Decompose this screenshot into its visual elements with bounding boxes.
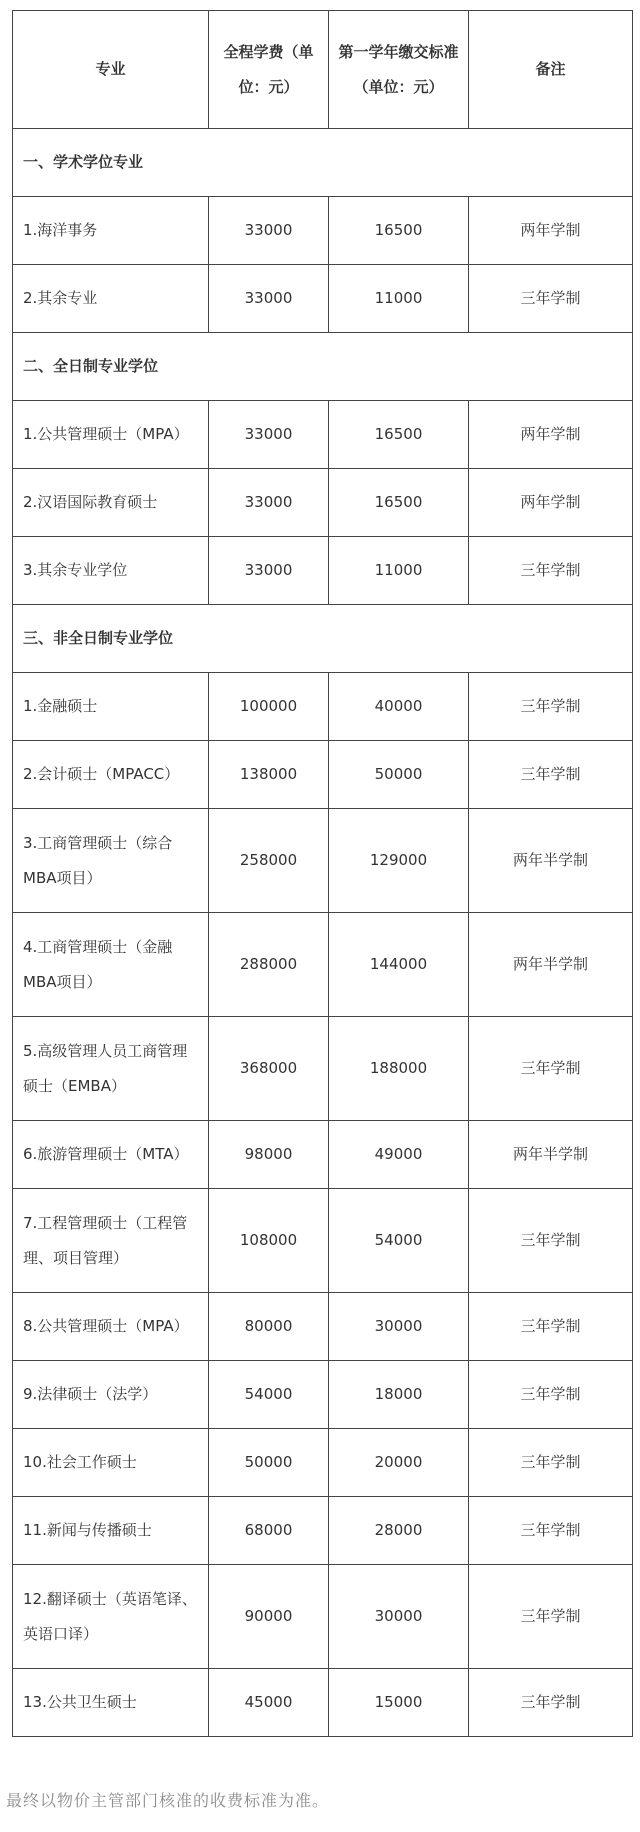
- note: 三年学制: [469, 1361, 633, 1429]
- note: 三年学制: [469, 1669, 633, 1737]
- first-year-fee: 188000: [329, 1017, 469, 1121]
- first-year-fee: 16500: [329, 401, 469, 469]
- total-fee: 33000: [209, 469, 329, 537]
- major-name: 9.法律硕士（法学）: [13, 1361, 209, 1429]
- major-name: 7.工程管理硕士（工程管理、项目管理）: [13, 1189, 209, 1293]
- total-fee: 33000: [209, 537, 329, 605]
- first-year-fee: 30000: [329, 1293, 469, 1361]
- section-row: [13, 605, 633, 673]
- total-fee: 33000: [209, 401, 329, 469]
- first-year-fee: 144000: [329, 913, 469, 1017]
- note: 三年学制: [469, 1017, 633, 1121]
- major-name: 5.高级管理人员工商管理硕士（EMBA）: [13, 1017, 209, 1121]
- note: 三年学制: [469, 673, 633, 741]
- major-name: 13.公共卫生硕士: [13, 1669, 209, 1737]
- first-year-fee: 15000: [329, 1669, 469, 1737]
- note: 两年半学制: [469, 809, 633, 913]
- total-fee: 45000: [209, 1669, 329, 1737]
- total-fee: 98000: [209, 1121, 329, 1189]
- note: 三年学制: [469, 537, 633, 605]
- total-fee: 50000: [209, 1429, 329, 1497]
- first-year-fee: 11000: [329, 265, 469, 333]
- tuition-fee-table: [12, 10, 633, 1737]
- first-year-fee: 30000: [329, 1565, 469, 1669]
- first-year-fee: 20000: [329, 1429, 469, 1497]
- table-row: [13, 537, 633, 605]
- table-row: [13, 1361, 633, 1429]
- table-row: [13, 1497, 633, 1565]
- first-year-fee: 28000: [329, 1497, 469, 1565]
- major-name: 12.翻译硕士（英语笔译、英语口译）: [13, 1565, 209, 1669]
- first-year-fee: 16500: [329, 197, 469, 265]
- table-row: [13, 1017, 633, 1121]
- total-fee: 288000: [209, 913, 329, 1017]
- table-row: [13, 1429, 633, 1497]
- section-title: 二、全日制专业学位: [13, 333, 633, 401]
- table-row: [13, 809, 633, 913]
- note: 三年学制: [469, 1429, 633, 1497]
- note: 两年半学制: [469, 1121, 633, 1189]
- note: 三年学制: [469, 741, 633, 809]
- note: 三年学制: [469, 1565, 633, 1669]
- section-row: [13, 129, 633, 197]
- major-name: 3.工商管理硕士（综合MBA项目）: [13, 809, 209, 913]
- table-row: [13, 1189, 633, 1293]
- note: 三年学制: [469, 1293, 633, 1361]
- table-row: [13, 265, 633, 333]
- table-row: [13, 197, 633, 265]
- total-fee: 54000: [209, 1361, 329, 1429]
- note: 两年学制: [469, 401, 633, 469]
- footer-note: 最终以物价主管部门核准的收费标准为准。: [6, 1791, 330, 1810]
- note: 两年半学制: [469, 913, 633, 1017]
- total-fee: 68000: [209, 1497, 329, 1565]
- first-year-fee: 16500: [329, 469, 469, 537]
- major-name: 6.旅游管理硕士（MTA）: [13, 1121, 209, 1189]
- total-fee: 100000: [209, 673, 329, 741]
- major-name: 11.新闻与传播硕士: [13, 1497, 209, 1565]
- section-row: [13, 333, 633, 401]
- first-year-fee: 40000: [329, 673, 469, 741]
- total-fee: 258000: [209, 809, 329, 913]
- major-name: 3.其余专业学位: [13, 537, 209, 605]
- table-row: [13, 1293, 633, 1361]
- header-note: 备注: [469, 11, 633, 129]
- total-fee: 80000: [209, 1293, 329, 1361]
- total-fee: 33000: [209, 265, 329, 333]
- major-name: 1.金融硕士: [13, 673, 209, 741]
- header-major: 专业: [13, 11, 209, 129]
- table-row: [13, 1669, 633, 1737]
- note: 三年学制: [469, 1497, 633, 1565]
- section-title: 一、学术学位专业: [13, 129, 633, 197]
- total-fee: 33000: [209, 197, 329, 265]
- first-year-fee: 11000: [329, 537, 469, 605]
- first-year-fee: 129000: [329, 809, 469, 913]
- major-name: 8.公共管理硕士（MPA）: [13, 1293, 209, 1361]
- total-fee: 108000: [209, 1189, 329, 1293]
- total-fee: 90000: [209, 1565, 329, 1669]
- major-name: 2.会计硕士（MPACC）: [13, 741, 209, 809]
- major-name: 4.工商管理硕士（金融MBA项目）: [13, 913, 209, 1017]
- first-year-fee: 54000: [329, 1189, 469, 1293]
- note: 两年学制: [469, 469, 633, 537]
- major-name: 1.公共管理硕士（MPA）: [13, 401, 209, 469]
- section-title: 三、非全日制专业学位: [13, 605, 633, 673]
- note: 三年学制: [469, 1189, 633, 1293]
- major-name: 2.其余专业: [13, 265, 209, 333]
- table-row: [13, 1121, 633, 1189]
- first-year-fee: 49000: [329, 1121, 469, 1189]
- total-fee: 368000: [209, 1017, 329, 1121]
- first-year-fee: 18000: [329, 1361, 469, 1429]
- note: 三年学制: [469, 265, 633, 333]
- major-name: 2.汉语国际教育硕士: [13, 469, 209, 537]
- first-year-fee: 50000: [329, 741, 469, 809]
- total-fee: 138000: [209, 741, 329, 809]
- header-first-year-fee: 第一学年缴交标准（单位：元）: [329, 11, 469, 129]
- table-row: [13, 401, 633, 469]
- table-header-row: [13, 11, 633, 129]
- table-row: [13, 741, 633, 809]
- note: 两年学制: [469, 197, 633, 265]
- table-row: [13, 913, 633, 1017]
- header-total-fee: 全程学费（单位：元）: [209, 11, 329, 129]
- table-row: [13, 673, 633, 741]
- table-row: [13, 469, 633, 537]
- major-name: 1.海洋事务: [13, 197, 209, 265]
- major-name: 10.社会工作硕士: [13, 1429, 209, 1497]
- table-row: [13, 1565, 633, 1669]
